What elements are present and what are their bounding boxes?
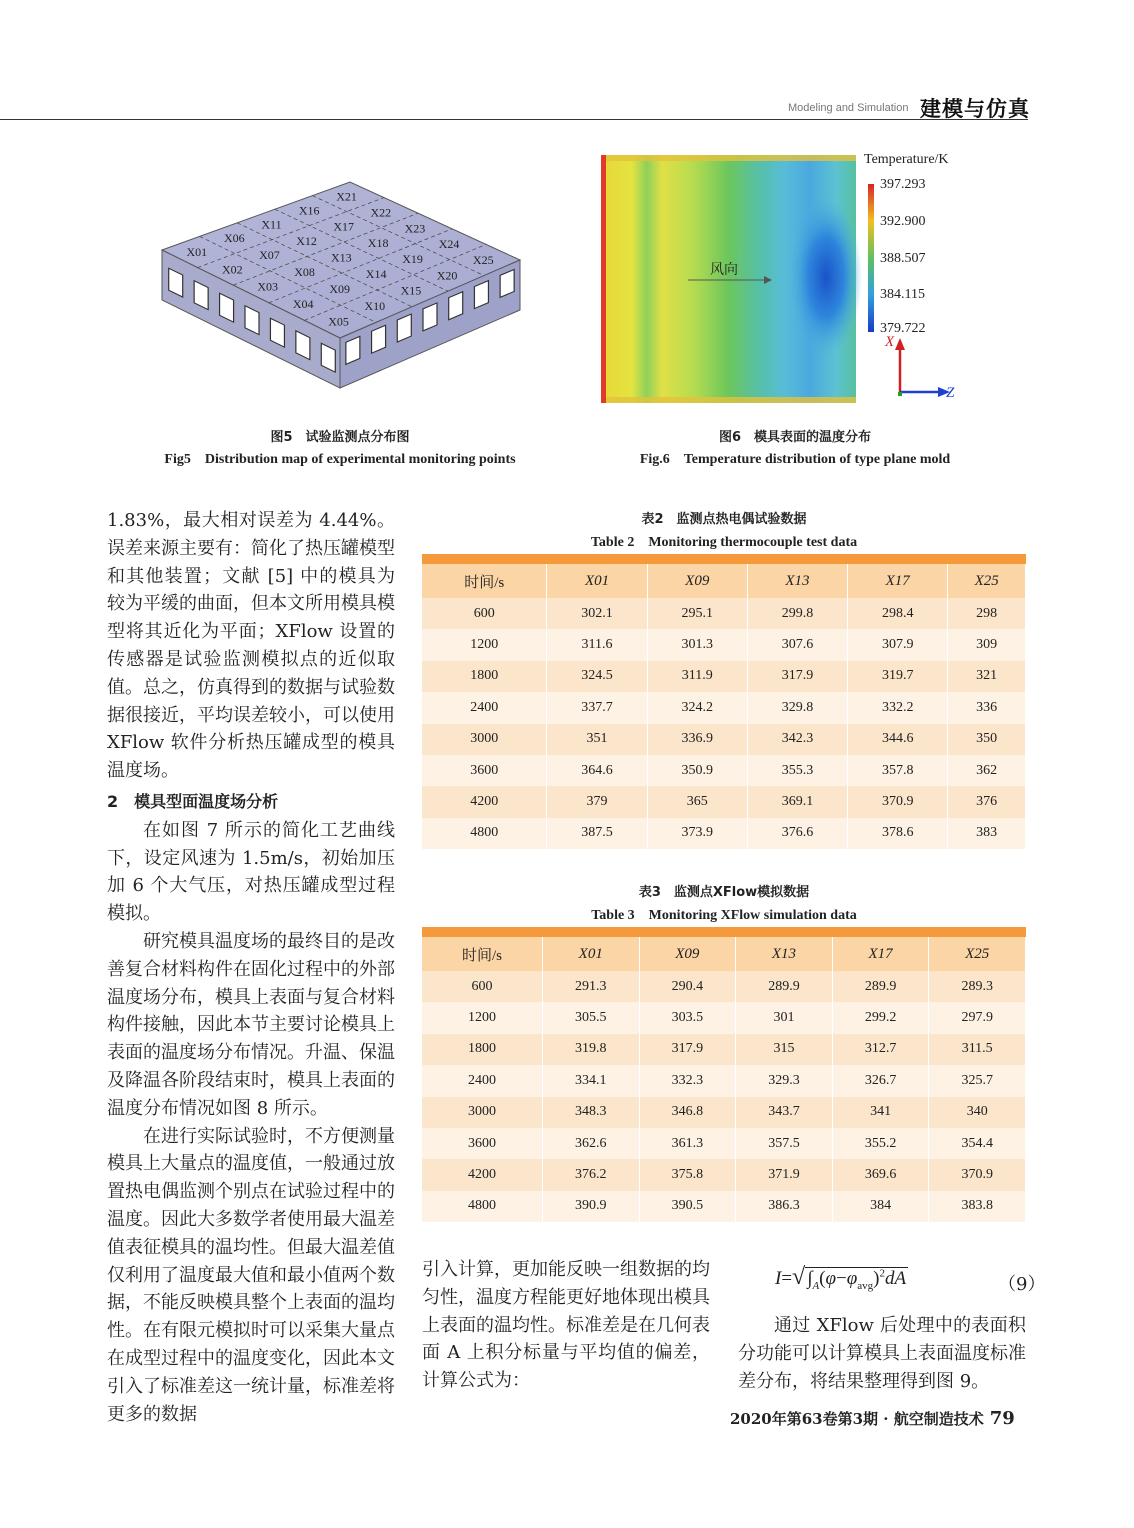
header-english: Modeling and Simulation bbox=[788, 102, 909, 114]
legend-value: 384.115 bbox=[880, 287, 925, 302]
monitoring-point-label: X04 bbox=[292, 297, 314, 312]
fig5-mold-diagram bbox=[150, 160, 530, 420]
table2-cell: 357.8 bbox=[848, 755, 948, 786]
table2-cell: 387.5 bbox=[547, 818, 647, 849]
table2-cell: 321 bbox=[948, 661, 1026, 692]
table3-cell: 370.9 bbox=[929, 1159, 1026, 1190]
table2-cell: 309 bbox=[948, 629, 1026, 660]
equation-number: （9） bbox=[998, 1274, 1046, 1295]
table2-cell: 364.6 bbox=[547, 755, 647, 786]
table3-header-cell: 时间/s bbox=[422, 937, 542, 971]
table3-row bbox=[422, 1034, 1026, 1065]
table3-cell: 315 bbox=[736, 1034, 833, 1065]
table3-cell: 305.5 bbox=[542, 1002, 639, 1033]
table3-cell: 346.8 bbox=[639, 1097, 736, 1128]
table2-title-en: Table 2 Monitoring thermocouple test data bbox=[590, 535, 858, 550]
table3-cell: 600 bbox=[422, 971, 542, 1002]
legend-value: 388.507 bbox=[880, 251, 926, 266]
monitoring-point-label: X10 bbox=[364, 299, 386, 314]
table3-cell: 326.7 bbox=[832, 1065, 929, 1096]
fig5-caption-en: Fig5 Distribution map of experimental monitoring points bbox=[164, 452, 516, 467]
table2-header-row bbox=[422, 564, 1026, 598]
table3-cell: 343.7 bbox=[736, 1097, 833, 1128]
table2-cell: 299.8 bbox=[747, 598, 847, 629]
table2-cell: 295.1 bbox=[647, 598, 747, 629]
middle-text: 引入计算，更加能反映一组数据的均匀性，温度方程能更好地体现出模具上表面的温均性。标准差是在几何表面 A 上积分标量与平均值的偏差，计算公式为： bbox=[422, 1259, 710, 1392]
table2-cell: 370.9 bbox=[848, 786, 948, 817]
header-chinese: 建模与仿真 bbox=[920, 96, 1030, 121]
table2-header-cell: X17 bbox=[848, 564, 948, 598]
table3-row bbox=[422, 1065, 1026, 1096]
monitoring-point-label: X17 bbox=[333, 219, 354, 234]
table3-cell: 317.9 bbox=[639, 1034, 736, 1065]
monitoring-point-label: X25 bbox=[472, 252, 494, 267]
table3-cell: 361.3 bbox=[639, 1128, 736, 1159]
table3-cell: 384 bbox=[832, 1191, 929, 1222]
table2-top-bar bbox=[422, 554, 1026, 564]
table2-block bbox=[422, 508, 1026, 849]
table3-row bbox=[422, 1097, 1026, 1128]
page-number: 79 bbox=[989, 1408, 1015, 1429]
table3-row bbox=[422, 1159, 1026, 1190]
table2-cell: 378.6 bbox=[848, 818, 948, 849]
section-heading: 2 模具型面温度场分析 bbox=[107, 791, 279, 811]
table3-header-cell: X17 bbox=[832, 937, 929, 971]
table2-header-cell: X25 bbox=[948, 564, 1026, 598]
table2-cell: 350 bbox=[948, 724, 1026, 755]
table2-row bbox=[422, 818, 1026, 849]
legend-value: 392.900 bbox=[880, 214, 926, 229]
table3-cell: 386.3 bbox=[736, 1191, 833, 1222]
monitoring-point-label: X18 bbox=[367, 235, 389, 250]
table2-title-cn: 表2 监测点热电偶试验数据 bbox=[641, 512, 807, 527]
table2-cell: 351 bbox=[547, 724, 647, 755]
table2-row bbox=[422, 629, 1026, 660]
left-text-column bbox=[107, 507, 395, 1428]
table3-header-cell: X01 bbox=[542, 937, 639, 971]
table3-cell: 1800 bbox=[422, 1034, 542, 1065]
table3-header-cell: X09 bbox=[639, 937, 736, 971]
table3-row bbox=[422, 971, 1026, 1002]
table2-row bbox=[422, 661, 1026, 692]
table3-cell: 355.2 bbox=[832, 1128, 929, 1159]
table2-cell: 307.9 bbox=[848, 629, 948, 660]
table3-cell: 390.5 bbox=[639, 1191, 736, 1222]
table2-cell: 2400 bbox=[422, 692, 547, 723]
legend-value: 397.293 bbox=[880, 177, 926, 192]
table3-title-cn: 表3 监测点XFlow模拟数据 bbox=[638, 885, 810, 900]
table2-cell: 319.7 bbox=[848, 661, 948, 692]
legend-colorbar bbox=[868, 184, 874, 332]
monitoring-point-label: X15 bbox=[400, 283, 422, 298]
monitoring-point-label: X05 bbox=[328, 314, 349, 329]
table2-header-cell: X09 bbox=[647, 564, 747, 598]
table2-cell: 362 bbox=[948, 755, 1026, 786]
table3-cell: 329.3 bbox=[736, 1065, 833, 1096]
table3-cell: 362.6 bbox=[542, 1128, 639, 1159]
monitoring-point-label: X14 bbox=[365, 267, 387, 282]
table3-cell: 303.5 bbox=[639, 1002, 736, 1033]
table3-cell: 1200 bbox=[422, 1002, 542, 1033]
monitoring-point-label: X16 bbox=[298, 203, 320, 218]
table3-cell: 357.5 bbox=[736, 1128, 833, 1159]
table2-cell: 329.8 bbox=[747, 692, 847, 723]
table2-cell: 302.1 bbox=[547, 598, 647, 629]
legend-title: Temperature/K bbox=[864, 152, 949, 167]
table3-cell: 289.3 bbox=[929, 971, 1026, 1002]
table3-cell: 290.4 bbox=[639, 971, 736, 1002]
table3-cell: 289.9 bbox=[736, 971, 833, 1002]
table3-cell: 375.8 bbox=[639, 1159, 736, 1190]
table2-cell: 365 bbox=[647, 786, 747, 817]
right-text: 通过 XFlow 后处理中的表面积分功能可以计算模具上表面温度标准差分布，将结果整理得到图 9。 bbox=[738, 1315, 1026, 1392]
table2-cell: 3600 bbox=[422, 755, 547, 786]
table2-row bbox=[422, 755, 1026, 786]
table2-cell: 373.9 bbox=[647, 818, 747, 849]
table2-row bbox=[422, 598, 1026, 629]
table2-cell: 1200 bbox=[422, 629, 547, 660]
table3-cell: 297.9 bbox=[929, 1002, 1026, 1033]
monitoring-point-label: X12 bbox=[296, 233, 317, 248]
table2-row bbox=[422, 786, 1026, 817]
table2-cell: 301.3 bbox=[647, 629, 747, 660]
table2-header-cell: 时间/s bbox=[422, 564, 547, 598]
table3-row bbox=[422, 1128, 1026, 1159]
table2-cell: 350.9 bbox=[647, 755, 747, 786]
monitoring-point-label: X09 bbox=[329, 282, 350, 297]
table3-cell: 376.2 bbox=[542, 1159, 639, 1190]
table2-cell: 336 bbox=[948, 692, 1026, 723]
table3-cell: 311.5 bbox=[929, 1034, 1026, 1065]
paragraph-4: 在进行实际试验时，不方便测量模具上大量点的温度值，一般通过放置热电偶监测个别点在试验过程中的温度。因此大多数学者使用最大温差值表征模具的温均性。但最大温差值仅利用了温度最大值和最小值两个数据，不能反映模具整个上表面的温均性。在有限元模拟时可以采集大量点在成型过程中的温度变化，因此本文引入了标准差这一统计量，标准差将更多的数据 bbox=[107, 1125, 395, 1425]
table3-cell: 371.9 bbox=[736, 1159, 833, 1190]
table2-cell: 311.6 bbox=[547, 629, 647, 660]
table2-cell: 298 bbox=[948, 598, 1026, 629]
table2-cell: 1800 bbox=[422, 661, 547, 692]
monitoring-point-label: X22 bbox=[370, 205, 392, 220]
table3-cell: 299.2 bbox=[832, 1002, 929, 1033]
table2-cell: 376.6 bbox=[747, 818, 847, 849]
paragraph-2: 在如图 7 所示的简化工艺曲线下，设定风速为 1.5m/s，初始加压加 6 个大气压，对热压罐成型过程模拟。 bbox=[107, 819, 395, 925]
monitoring-point-label: X20 bbox=[436, 268, 458, 283]
monitoring-point-label: X08 bbox=[294, 265, 315, 280]
wind-label: 风向 bbox=[710, 262, 738, 278]
table3-cell: 301 bbox=[736, 1002, 833, 1033]
table3-cell: 4200 bbox=[422, 1159, 542, 1190]
table3-top-bar bbox=[422, 927, 1026, 937]
table2-cell: 369.1 bbox=[747, 786, 847, 817]
fig5-caption-cn: 图5 试验监测点分布图 bbox=[270, 430, 410, 445]
table3-cell: 289.9 bbox=[832, 971, 929, 1002]
table2-cell: 324.5 bbox=[547, 661, 647, 692]
monitoring-point-label: X11 bbox=[261, 217, 282, 232]
table2-row bbox=[422, 724, 1026, 755]
footer-journal: 2020年第63卷第3期 · 航空制造技术 bbox=[730, 1410, 984, 1428]
table3-header-cell: X13 bbox=[736, 937, 833, 971]
table3-cell: 3600 bbox=[422, 1128, 542, 1159]
monitoring-point-label: X23 bbox=[404, 221, 426, 236]
table3-cell: 325.7 bbox=[929, 1065, 1026, 1096]
table2-cell: 344.6 bbox=[848, 724, 948, 755]
table2-cell: 298.4 bbox=[848, 598, 948, 629]
table3-header-row bbox=[422, 937, 1026, 971]
footer bbox=[730, 1408, 1015, 1429]
table3-cell: 312.7 bbox=[832, 1034, 929, 1065]
paragraph-3: 研究模具温度场的最终目的是改善复合材料构件在固化过程中的外部温度场分布，模具上表面与复合材料构件接触，因此本节主要讨论模具上表面的温度场分布情况。升温、保温及降温各阶段结束时，模具上表面的温度分布情况如图 8 所示。 bbox=[107, 930, 395, 1119]
table3-row bbox=[422, 1191, 1026, 1222]
table3-title-en: Table 3 Monitoring XFlow simulation data bbox=[591, 908, 857, 923]
table2-cell: 376 bbox=[948, 786, 1026, 817]
table3-header-cell: X25 bbox=[929, 937, 1026, 971]
paragraph-1: 1.83%，最大相对误差为 4.44%。误差来源主要有：简化了热压罐模型和其他装置；文献 [5] 中的模具为较为平缓的曲面，但本文所用模具模型将其近化为平面；XFlow 设置的传感器是试验监测模拟点的近似取值。总之，仿真得到的数据与试验数据很接近，平均误差较小，可以使用 XFlow 软件分析热压罐成型的模具温度场。 bbox=[107, 510, 395, 782]
table3-cell: 334.1 bbox=[542, 1065, 639, 1096]
monitoring-point-label: X07 bbox=[259, 248, 280, 263]
axis-x-label: X bbox=[885, 334, 895, 350]
table3-cell: 383.8 bbox=[929, 1191, 1026, 1222]
table2-row bbox=[422, 692, 1026, 723]
table3-cell: 341 bbox=[832, 1097, 929, 1128]
monitoring-point-label: X19 bbox=[402, 252, 423, 267]
table2 bbox=[422, 564, 1026, 849]
monitoring-point-label: X02 bbox=[221, 262, 243, 277]
table3-cell: 2400 bbox=[422, 1065, 542, 1096]
table3-cell: 332.3 bbox=[639, 1065, 736, 1096]
table3-block bbox=[422, 881, 1026, 1222]
axis-z-label: Z bbox=[946, 385, 955, 401]
table3-cell: 319.8 bbox=[542, 1034, 639, 1065]
table2-cell: 317.9 bbox=[747, 661, 847, 692]
monitoring-point-label: X03 bbox=[257, 279, 279, 294]
table2-cell: 3000 bbox=[422, 724, 547, 755]
table2-cell: 355.3 bbox=[747, 755, 847, 786]
monitoring-point-label: X06 bbox=[223, 231, 245, 246]
table2-cell: 379 bbox=[547, 786, 647, 817]
table2-cell: 4200 bbox=[422, 786, 547, 817]
monitoring-point-label: X21 bbox=[336, 189, 357, 204]
table3 bbox=[422, 937, 1026, 1222]
monitoring-point-label: X01 bbox=[186, 244, 208, 259]
equation-9: I=√ $\int_A(\varphi-\varphi_{avg})^2dA$ bbox=[775, 1264, 907, 1292]
table3-cell: 4800 bbox=[422, 1191, 542, 1222]
table2-cell: 4800 bbox=[422, 818, 547, 849]
table2-cell: 337.7 bbox=[547, 692, 647, 723]
table2-cell: 324.2 bbox=[647, 692, 747, 723]
table2-cell: 307.6 bbox=[747, 629, 847, 660]
table2-cell: 600 bbox=[422, 598, 547, 629]
table3-cell: 390.9 bbox=[542, 1191, 639, 1222]
table2-header-cell: X13 bbox=[747, 564, 847, 598]
table3-cell: 348.3 bbox=[542, 1097, 639, 1128]
monitoring-point-label: X13 bbox=[331, 250, 352, 265]
table3-cell: 354.4 bbox=[929, 1128, 1026, 1159]
table2-cell: 342.3 bbox=[747, 724, 847, 755]
table3-cell: 369.6 bbox=[832, 1159, 929, 1190]
table3-cell: 3000 bbox=[422, 1097, 542, 1128]
fig6-caption-en: Fig.6 Temperature distribution of type plane mold bbox=[639, 452, 951, 467]
cold-zone bbox=[790, 197, 862, 357]
table2-header-cell: X01 bbox=[547, 564, 647, 598]
table3-cell: 340 bbox=[929, 1097, 1026, 1128]
table2-cell: 336.9 bbox=[647, 724, 747, 755]
table2-cell: 383 bbox=[948, 818, 1026, 849]
table3-row bbox=[422, 1002, 1026, 1033]
fig6-caption-cn: 图6 模具表面的温度分布 bbox=[718, 430, 872, 445]
monitoring-point-label: X24 bbox=[438, 237, 460, 252]
table3-cell: 291.3 bbox=[542, 971, 639, 1002]
legend-value: 379.722 bbox=[880, 321, 926, 336]
table2-cell: 311.9 bbox=[647, 661, 747, 692]
table2-cell: 332.2 bbox=[848, 692, 948, 723]
header-rule bbox=[0, 119, 1028, 120]
